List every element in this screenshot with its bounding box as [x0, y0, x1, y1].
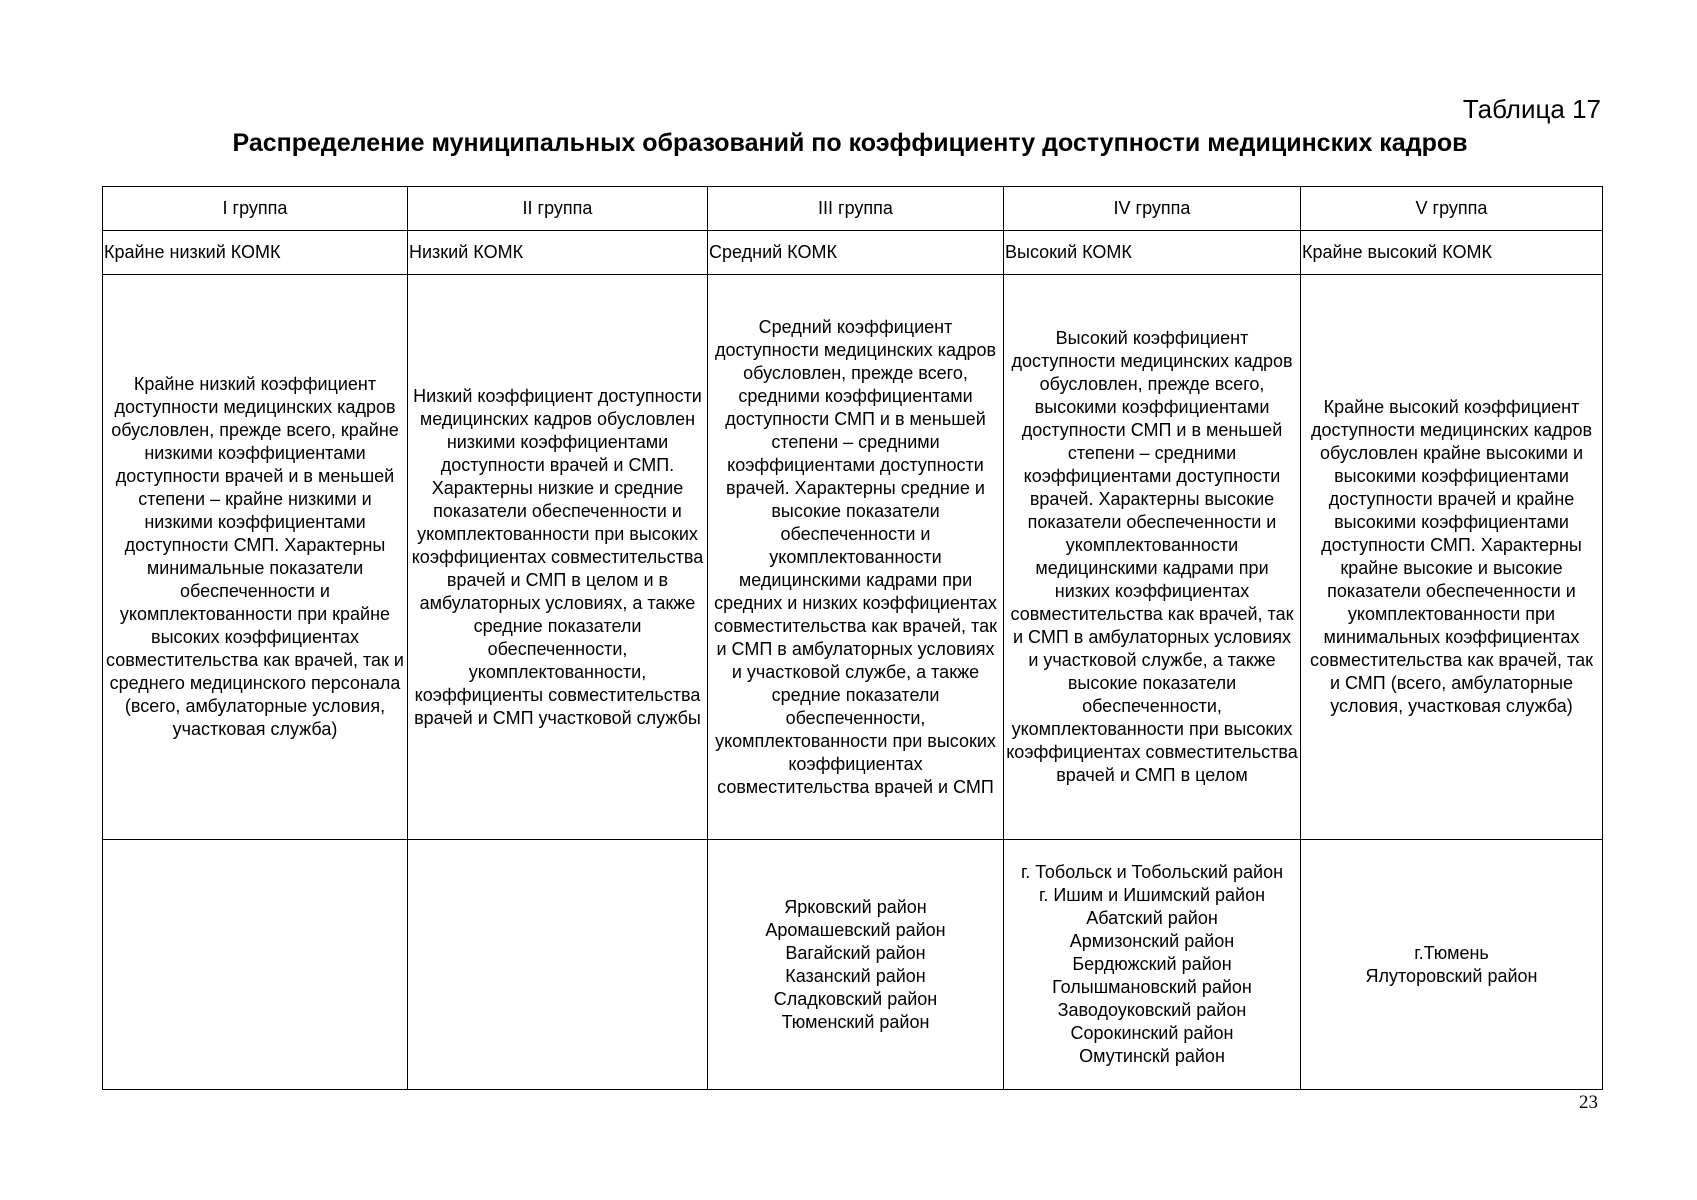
municipality-name: Омутинскй район	[1079, 1046, 1225, 1066]
distribution-table	[102, 186, 1603, 1090]
municipality-name: Сладковский район	[773, 988, 938, 1009]
municipality-name: г. Тобольск и Тобольский район	[1020, 862, 1284, 882]
komk-level-cell: Средний КОМК	[708, 231, 1004, 275]
municipality-name: Сорокинский район	[1070, 1023, 1234, 1043]
table-number: Таблица 17	[1462, 94, 1601, 124]
group-header-cell: V группа	[1301, 187, 1603, 231]
municipality-name: Бердюжский район	[1072, 954, 1232, 974]
municipality-name: Аромашевский район	[765, 919, 946, 940]
description-cell: Крайне высокий коэффициент доступности медицинских кадров обусловлен крайне высокими и высокими коэффициентами доступности врачей и крайне высокими коэффициентами доступности СМП. Характерны крайне высокие и высокие показатели обеспеченности и укомплектованности при минимальных коэффициентах совместительства как врачей, так и СМП (всего, амбулаторные условия, участковая служба)	[1301, 275, 1603, 840]
municipality-name: Казанский район	[785, 965, 926, 986]
municipality-name: Голышмановский район	[1052, 977, 1252, 997]
group-header-cell: I группа	[103, 187, 408, 231]
group-header-cell: IV группа	[1004, 187, 1301, 231]
description-cell: Высокий коэффициент доступности медицинских кадров обусловлен, прежде всего, высокими коэффициентами доступности СМП и в меньшей степени – средними коэффициентами доступности врачей. Характерны высокие показатели обеспеченности и укомплектованности медицинскими кадрами при низких коэффициентах совместительства как врачей, так и СМП в амбулаторных условиях и участковой службе, а также высокие показатели обеспеченности, укомплектованности при высоких коэффициентах совместительства врачей и СМП в целом	[1004, 275, 1301, 840]
page-number: 23	[1579, 1092, 1598, 1113]
description-row	[103, 275, 1603, 840]
municipality-name: Абатский район	[1086, 908, 1218, 928]
group-header-cell: III группа	[708, 187, 1004, 231]
komk-level-cell: Крайне низкий КОМК	[103, 231, 408, 275]
group-header-cell: II группа	[408, 187, 708, 231]
municipalities-row	[103, 840, 1603, 1090]
description-cell: Средний коэффициент доступности медицинских кадров обусловлен, прежде всего, средними коэффициентами доступности СМП и в меньшей степени – средними коэффициентами доступности врачей. Характерны средние и высокие показатели обеспеченности и укомплектованности медицинскими кадрами при средних и низких коэффициентах совместительства как врачей, так и СМП в амбулаторных условиях и участковой службе, а также средние показатели обеспеченности, укомплектованности при высоких коэффициентах совместительства врачей и СМП	[708, 275, 1004, 840]
table-title: Распределение муниципальных образований по коэффициенту доступности медицинских кадров	[232, 129, 1468, 157]
komk-level-cell: Высокий КОМК	[1004, 231, 1301, 275]
municipality-name: Ялуторовский район	[1365, 965, 1538, 986]
municipality-name: г. Ишим и Ишимский район	[1038, 885, 1266, 905]
komk-level-cell: Крайне высокий КОМК	[1301, 231, 1603, 275]
municipalities-cell	[408, 840, 708, 1090]
description-cell: Крайне низкий коэффициент доступности медицинских кадров обусловлен, прежде всего, крайне низкими коэффициентами доступности врачей и в меньшей степени – крайне низкими и низкими коэффициентами доступности СМП. Характерны минимальные показатели обеспеченности и укомплектованности при крайне высоких коэффициентах совместительства как врачей, так и среднего медицинского персонала (всего, амбулаторные условия, участковая служба)	[103, 275, 408, 840]
municipalities-cell	[1004, 840, 1301, 1090]
komk-level-cell: Низкий КОМК	[408, 231, 708, 275]
municipality-name: Тюменский район	[781, 1011, 930, 1032]
municipality-name: г.Тюмень	[1414, 942, 1489, 963]
municipality-name: Армизонский район	[1069, 931, 1235, 951]
municipalities-cell	[1301, 840, 1603, 1090]
komk-level-row	[103, 231, 1603, 275]
municipalities-cell	[708, 840, 1004, 1090]
municipality-name: Вагайский район	[785, 942, 926, 963]
municipality-name: Ярковский район	[784, 896, 927, 917]
municipality-name: Заводоуковский район	[1057, 1000, 1247, 1020]
group-header-row	[103, 187, 1603, 231]
description-cell: Низкий коэффициент доступности медицинских кадров обусловлен низкими коэффициентами доступности врачей и СМП. Характерны низкие и средние показатели обеспеченности и укомплектованности при высоких коэффициентах совместительства врачей и СМП в целом и в амбулаторных условиях, а также средние показатели обеспеченности, укомплектованности, коэффициенты совместительства врачей и СМП участковой службы	[408, 275, 708, 840]
municipalities-cell	[103, 840, 408, 1090]
